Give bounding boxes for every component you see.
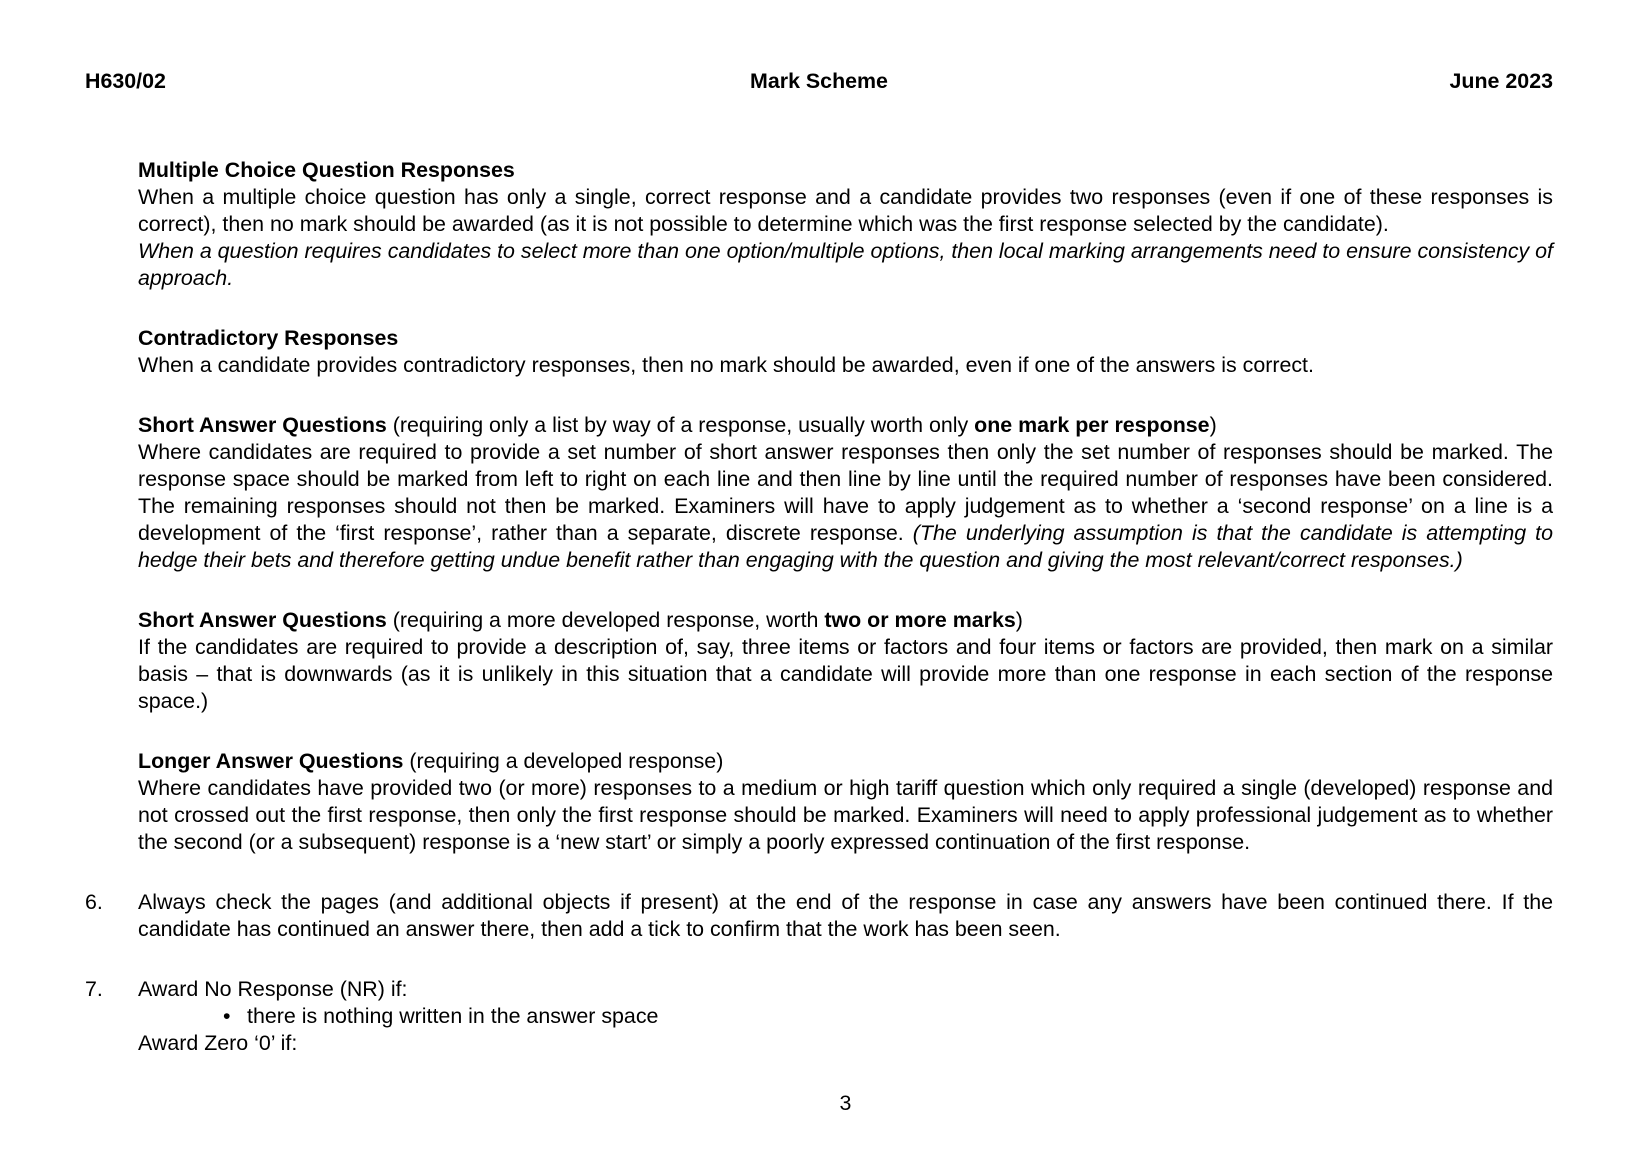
section-heading bbox=[138, 325, 1553, 352]
paragraph bbox=[138, 352, 1553, 379]
section-longer-answer bbox=[138, 748, 1553, 856]
text-run: When a question requires candidates to select more than one option/multiple options, then local marking arrangements need to ensure consistency of approach. bbox=[138, 239, 1553, 290]
header-doc-code: H630/02 bbox=[85, 69, 166, 93]
text-run: there is nothing written in the answer space bbox=[247, 1004, 659, 1028]
item-body bbox=[138, 889, 1553, 943]
sections-container bbox=[138, 157, 1553, 856]
text-run: (The underlying assumption is that the candidate is attempting to hedge their bets and therefore getting undue benefit rather than engaging with the question and giving the most relevant/correct responses.) bbox=[138, 521, 1553, 572]
text-run: ) bbox=[1209, 413, 1217, 437]
paragraph bbox=[138, 1030, 1553, 1057]
page-header bbox=[85, 68, 1553, 95]
section-multiple-choice-responses bbox=[138, 157, 1553, 292]
text-run: Where candidates have provided two (or more) responses to a medium or high tariff question which only required a single (developed) response and not crossed out the first response, then only the first response should be marked. Examiners will need to apply professional judgement as to whether the second (or a subsequent) response is a ‘new start’ or simply a poorly expressed continuation of the first response. bbox=[138, 776, 1553, 854]
text-run: ) bbox=[1015, 608, 1023, 632]
paragraph bbox=[138, 775, 1553, 856]
bullet-text bbox=[247, 1003, 658, 1030]
text-run: When a multiple choice question has only a single, correct response and a candidate provides two responses (even if one of these responses is correct), then no mark should be awarded (as it is not possible to determine which was the first response selected by the candidate). bbox=[138, 185, 1553, 236]
section-heading bbox=[138, 607, 1553, 634]
text-run: Multiple Choice Question Responses bbox=[138, 158, 515, 182]
paragraph bbox=[138, 889, 1553, 943]
section-contradictory-responses bbox=[138, 325, 1553, 379]
text-run: Contradictory Responses bbox=[138, 326, 399, 350]
paragraph bbox=[138, 976, 1553, 1003]
text-run: Short Answer Questions bbox=[138, 413, 387, 437]
section-heading bbox=[138, 157, 1553, 184]
section-short-answer-list bbox=[138, 412, 1553, 574]
paragraph bbox=[138, 184, 1553, 238]
numbered-items-container bbox=[85, 889, 1553, 1057]
text-run: When a candidate provides contradictory responses, then no mark should be awarded, even if one of the answers is correct. bbox=[138, 353, 1314, 377]
text-run: Short Answer Questions bbox=[138, 608, 387, 632]
bullet-item bbox=[138, 1003, 1553, 1030]
paragraph bbox=[138, 439, 1553, 574]
paragraph bbox=[138, 634, 1553, 715]
item-body bbox=[138, 976, 1553, 1057]
text-run: Award Zero ‘0’ if: bbox=[138, 1031, 298, 1055]
text-run: Longer Answer Questions bbox=[138, 749, 404, 773]
text-run: Always check the pages (and additional objects if present) at the end of the response in case any answers have been continued there. If the candidate has continued an answer there, then add a tick to confirm that the work has been seen. bbox=[138, 890, 1553, 941]
section-heading bbox=[138, 748, 1553, 775]
text-run: (requiring a developed response) bbox=[403, 749, 724, 773]
section-short-answer-developed bbox=[138, 607, 1553, 715]
text-run: (requiring only a list by way of a response, usually worth only bbox=[386, 413, 975, 437]
bullet-icon: • bbox=[223, 1004, 231, 1028]
page-footer bbox=[138, 1090, 1553, 1117]
numbered-item-7 bbox=[85, 976, 1553, 1057]
page-number: 3 bbox=[839, 1091, 852, 1115]
header-title: Mark Scheme bbox=[750, 69, 888, 93]
text-run: Where candidates are required to provide a set number of short answer responses then only the set number of responses should be marked. The response space should be marked from left to right on each line and then line by line until the required number of responses have been considered. The remaining responses should not then be marked. Examiners will have to apply judgement as to whether a ‘second response’ on a line is a development of the ‘first response’, rather than a separate, discrete response. bbox=[138, 440, 1553, 545]
section-heading bbox=[138, 412, 1553, 439]
numbered-item-6 bbox=[85, 889, 1553, 943]
item-number: 7. bbox=[85, 977, 103, 1001]
document-body bbox=[85, 157, 1553, 1117]
paragraph bbox=[138, 238, 1553, 292]
text-run: one mark per response bbox=[974, 413, 1210, 437]
text-run: Award No Response (NR) if: bbox=[138, 977, 408, 1001]
text-run: two or more marks bbox=[824, 608, 1016, 632]
item-number: 6. bbox=[85, 890, 103, 914]
header-date: June 2023 bbox=[1449, 69, 1553, 93]
text-run: If the candidates are required to provide a description of, say, three items or factors and four items or factors are provided, then mark on a similar basis – that is downwards (as it is unlikely in this situation that a candidate will provide more than one response in each section of the response space.) bbox=[138, 635, 1553, 713]
text-run: (requiring a more developed response, worth bbox=[386, 608, 825, 632]
